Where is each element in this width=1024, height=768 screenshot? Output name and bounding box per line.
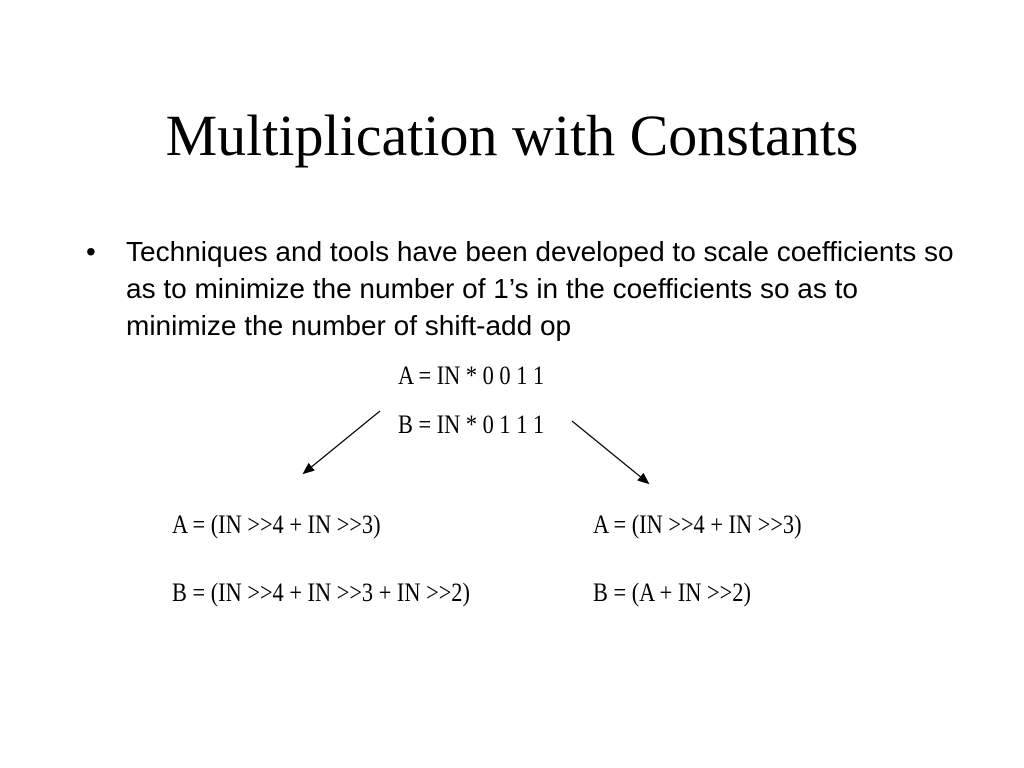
- left-arrow-icon: [304, 411, 380, 473]
- shift-add-figure: [160, 355, 860, 625]
- right-a-equation: A = (IN >>4 + IN >>3): [593, 510, 802, 539]
- bullet-text: Techniques and tools have been developed to scale coefficients so as to minimize the number of 1’s in the coefficients so as to minimize the number of shift-add op: [126, 236, 954, 341]
- right-arrow-icon: [572, 421, 648, 483]
- right-b-equation: B = (A + IN >>2): [593, 578, 751, 607]
- bullet-icon: •: [86, 236, 96, 267]
- input-b-equation: B = IN * 0 1 1 1: [398, 410, 545, 439]
- left-a-equation: A = (IN >>4 + IN >>3): [172, 510, 381, 539]
- input-a-equation: A = IN * 0 0 1 1: [398, 361, 545, 390]
- left-b-equation: B = (IN >>4 + IN >>3 + IN >>2): [172, 578, 470, 607]
- slide-title: Multiplication with Constants: [165, 103, 859, 168]
